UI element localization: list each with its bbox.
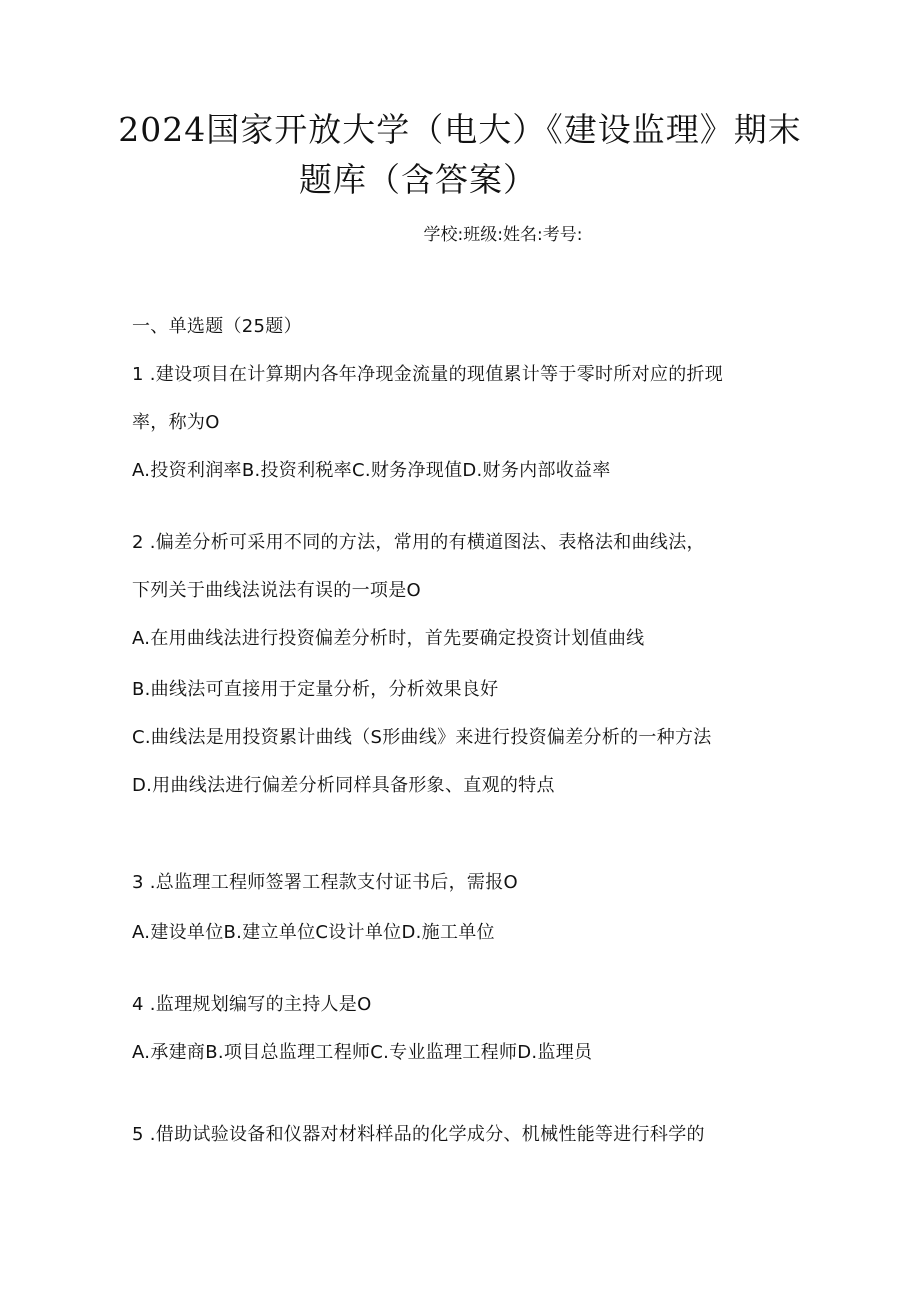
document-title-line-1: 2024国家开放大学（电大）《建设监理》期末: [118, 110, 802, 149]
question-5-stem-line-1: 5 .借助试验设备和仪器对材料样品的化学成分、机械性能等进行科学的: [132, 1124, 705, 1145]
question-3-options: A.建设单位B.建立单位C设计单位D.施工单位: [132, 922, 495, 943]
question-2-option-d: D.用曲线法进行偏差分析同样具备形象、直观的特点: [132, 775, 555, 796]
question-1-options: A.投资利润率B.投资利税率C.财务净现值D.财务内部收益率: [132, 460, 611, 481]
section-heading: 一、单选题（25题）: [132, 316, 302, 337]
question-2-option-b: B.曲线法可直接用于定量分析，分析效果良好: [132, 679, 499, 700]
question-4-stem: 4 .监理规划编写的主持人是O: [132, 994, 372, 1015]
question-2-stem-line-1: 2 .偏差分析可采用不同的方法，常用的有横道图法、表格法和曲线法，: [132, 532, 705, 553]
question-1-stem-line-2: 率，称为O: [132, 412, 220, 433]
question-2-option-c: C.曲线法是用投资累计曲线（S形曲线》来进行投资偏差分析的一种方法: [132, 727, 712, 748]
student-info-line: 学校:班级:姓名:考号:: [423, 225, 583, 245]
question-4-options: A.承建商B.项目总监理工程师C.专业监理工程师D.监理员: [132, 1042, 593, 1063]
question-2-option-a: A.在用曲线法进行投资偏差分析时，首先要确定投资计划值曲线: [132, 628, 645, 649]
question-1-stem-line-1: 1 .建设项目在计算期内各年净现金流量的现值累计等于零时所对应的折现: [132, 364, 724, 385]
question-3-stem: 3 .总监理工程师签署工程款支付证书后，需报O: [132, 872, 518, 893]
document-title-line-2: 题库（含答案）: [299, 160, 537, 199]
question-2-stem-line-2: 下列关于曲线法说法有误的一项是O: [132, 580, 421, 601]
